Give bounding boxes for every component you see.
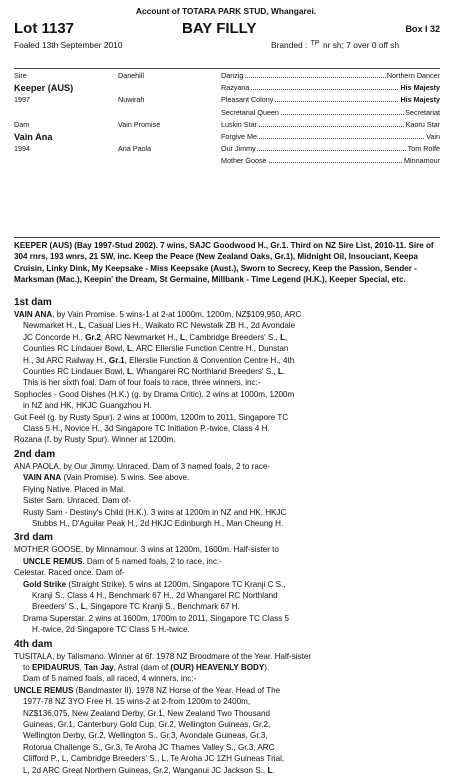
family-line: ANA PAOLA, by Our Jimmy. Unraced. Dam of 3 named foals, 2 to race- — [14, 461, 271, 471]
dam1-heading: 1st dam — [14, 297, 52, 308]
pedigree-col2: Nuwirah — [118, 95, 145, 105]
foaled-date: Foaled 13th September 2010 — [14, 40, 123, 50]
family-line: Counties RC Lindauer Bowl, L, ARC Ellerslie Function Centre H., Dunstan — [23, 344, 289, 354]
family-line: Drama Superstar. 2 wins at 1600m, 1700m to 2011, Singapore TC Class 5 — [23, 613, 290, 623]
family-line: Clifford P., L, Cambridge Breeders' S., L, Te Aroha JC 1ZH Guineas Trial, — [23, 754, 285, 764]
pedigree-ancestor-sire: His Majesty — [399, 94, 440, 106]
dam1-block — [14, 296, 442, 446]
pedigree-col3 — [221, 155, 440, 167]
pedigree-ancestor-sire: Vain — [425, 131, 440, 143]
family-line: Guineas, Gr.1, Canterbury Gold Cup, Gr.2, Wellington Guineas, Gr.2, — [23, 720, 271, 729]
pedigree-top-rule — [14, 68, 440, 69]
family-line: MOTHER GOOSE, by Minnamour. 3 wins at 1200m, 1600m. Half-sister to — [14, 545, 279, 555]
pedigree-row — [14, 155, 442, 167]
family-line: VAIN ANA (Vain Promise). 5 wins. See above. — [23, 473, 190, 483]
branded-line — [271, 40, 399, 50]
pedigree-col1: Dam — [14, 119, 30, 129]
pedigree-ancestor: Forgive Me — [221, 131, 257, 141]
dam2-block — [14, 448, 442, 529]
family-line: in NZ and HK, HKJC Guangzhou H. — [23, 401, 152, 411]
pedigree-col1: 1994 — [14, 144, 30, 154]
family-line: Breeders' S., L, Singapore TC Kranji S., Benchmark 67 H. — [32, 602, 240, 612]
dam2-heading: 2nd dam — [14, 448, 56, 460]
box-number: Box I 32 — [405, 24, 440, 34]
family-line: VAIN ANA, by Vain Promise. 5 wins-1 at 2-at 1000m, 1200m, NZ$109,950, ARC — [14, 310, 302, 319]
family-line: H.-twice, 2d Singapore TC Class 5 H.-twice. — [32, 625, 190, 635]
pedigree-row — [14, 119, 442, 131]
pedigree-row — [14, 94, 442, 106]
pedigree-table — [14, 70, 442, 168]
branded-suffix: nr sh; 7 over 0 off sh — [322, 40, 400, 50]
pedigree-row — [14, 143, 442, 155]
family-line: Celestar. Raced once. Dam of- — [14, 568, 125, 578]
family-line: This is her sixth foal. Dam of four foals to race, three winners, inc:- — [23, 378, 261, 388]
family-line: H., 3d ARC Railway H., Gr.1, Ellerslie Function & Convention Centre H., 4th — [23, 355, 295, 365]
pedigree-ancestor: Our Jimmy — [221, 144, 256, 154]
pedigree-col1: Keeper (AUS) — [14, 83, 74, 94]
account-line: Account of TOTARA PARK STUD, Whangarei. — [135, 6, 317, 16]
family-line: Rozana (f. by Rusty Spur). Winner at 1200m. — [14, 435, 176, 445]
lot-number: Lot 1137 — [14, 20, 75, 37]
pedigree-ancestor: Mother Goose — [221, 156, 267, 166]
pedigree-ancestor: Pleasant Colony — [221, 95, 274, 105]
family-line: L, 2d ARC Great Northern Guineas, Gr.2, Wanganui JC Jackson S., L. — [23, 765, 275, 775]
pedigree-ancestor-sire: His Majesty — [399, 82, 440, 94]
family-line: Newmarket H., L, Casual Lies H., Waikato RC Newstalk ZB H., 2d Avondale — [23, 321, 296, 331]
pedigree-ancestor: Razyana — [221, 83, 250, 93]
sire-summary: KEEPER (AUS) (Bay 1997-Stud 2002). 7 wins, SAJC Goodwood H., Gr.1. Third on NZ Sire List, 2010-11. Sire of 304 rnrs, 193 wnrs, 21 SW, inc. Keep the Peace (New Zealand Oaks, Gr.1), Midnight Oil, Insouciant, Keepa Cruisin, Linky Dink, My Keepsake - Miss Keepsake (Aust.), Sworn to Secrecy, Keep the Passion, Sender - Marksman (Mac.), Keepin' the Dream, St Germaine, Millbank - Time Legend (H.K.), Keeper Special, etc. — [14, 241, 434, 285]
pedigree-col3 — [221, 143, 440, 155]
family-line: TUSITALA, by Talismano. Winner at 6f. 1978 NZ Broodmare of the Year. Half-sister — [14, 651, 312, 661]
family-line: UNCLE REMUS (Bandmaster II). 1978 NZ Horse of the Year. Head of The — [14, 685, 281, 695]
family-line: 1977-78 NZ 3YO Free H. 15 wins-2 at 2-from 1200m to 2400m, — [23, 697, 251, 707]
family-line: Flying Native. Placed in Mal. — [23, 484, 126, 494]
branded-prefix: Branded : — [271, 40, 308, 50]
pedigree-col3 — [221, 107, 440, 119]
family-line: Stubbs H., D'Aguilar Peak H., 2d HKJC Edinburgh H., Man Cheung H. — [32, 518, 284, 528]
pedigree-col1: 1997 — [14, 95, 30, 105]
family-line: Sophocles - Good Dishes (H.K.) (g. by Drama Critic). 2 wins at 1000m, 1200m — [14, 389, 295, 399]
pedigree-col3 — [221, 131, 440, 143]
family-line: Gold Strike (Straight Strike). 5 wins at 1200m, Singapore TC Kranji C S., — [23, 579, 286, 589]
pedigree-row — [14, 107, 442, 119]
family-line: Dam of 5 named foals, all raced, 4 winners, inc:- — [23, 674, 197, 684]
pedigree-row — [14, 82, 442, 94]
pedigree-ancestor-sire: Secretariat — [404, 107, 440, 119]
family-line: NZ$136,075, New Zealand Derby, Gr.1, New Zealand Two Thousand — [23, 708, 270, 718]
family-line: to EPIDAURUS, Tan Jay, Astral (dam of (OUR) HEAVENLY BODY). — [23, 662, 270, 672]
dam4-block — [14, 638, 442, 776]
pedigree-bottom-rule — [14, 237, 440, 238]
pedigree-ancestor: Luskin Star — [221, 119, 257, 129]
family-line: Sister Sam. Unraced. Dam of- — [23, 496, 131, 506]
pedigree-row — [14, 70, 442, 82]
family-line: Wellington Derby, Gr.2, Wellington S., Gr.3, Avondale Guineas, Gr.3, — [23, 731, 268, 741]
lot-title: BAY FILLY — [182, 20, 257, 37]
pedigree-col3 — [221, 82, 440, 94]
pedigree-col3 — [221, 94, 440, 106]
pedigree-col2: Danehill — [118, 71, 144, 80]
family-line: Rusty Sam - Destiny's Child (H.K.). 3 wins at 1200m in NZ and HK, HKJC — [23, 507, 287, 517]
family-line: Class 5 H., Novice H., 3d Singapore TC Initiation P.-twice, Class 4 H. — [23, 424, 270, 434]
pedigree-col3 — [221, 70, 440, 82]
pedigree-ancestor: Danzig — [221, 71, 244, 80]
pedigree-ancestor-sire: Minnamour — [403, 155, 440, 167]
family-line: Rotorua Challenge S., Gr.3, Te Aroha JC Thames Valley S., Gr.3, ARC — [23, 742, 275, 752]
dam3-block — [14, 531, 442, 635]
pedigree-ancestor: Secretarial Queen — [221, 107, 279, 117]
brand-mark: TP — [310, 40, 320, 47]
dam3-heading: 3rd dam — [14, 532, 53, 544]
pedigree-col1: Vain Ana — [14, 131, 53, 142]
family-line: Counties RC Lindauer Bowl, L, Whangarei RC Northland Breeders' S., L. — [23, 367, 286, 377]
pedigree-ancestor-sire: Northern Dancer — [386, 70, 440, 82]
pedigree-col2: Vain Promise — [118, 119, 161, 129]
pedigree-col2: Ana Paola — [118, 144, 152, 154]
family-line: JC Concorde H., Gr.2, ARC Newmarket H., L, Cambridge Breeders' S., L, — [23, 332, 288, 342]
pedigree-col3 — [221, 119, 440, 131]
pedigree-ancestor-sire: Tom Rolfe — [407, 143, 440, 155]
dam4-heading: 4th dam — [14, 638, 53, 650]
pedigree-col1: Sire — [14, 71, 27, 80]
family-line: Gut Feel (g. by Rusty Spur). 2 wins at 1000m, 1200m to 2011, Singapore TC — [14, 412, 289, 422]
family-line: Kranji S., Class 4 H., Benchmark 67 H., 2d Whangarei RC Northland — [32, 590, 278, 600]
pedigree-row — [14, 131, 442, 143]
family-line: UNCLE REMUS. Dam of 5 named foals, 2 to race, inc:- — [23, 556, 222, 566]
first-dam-section — [14, 296, 442, 776]
pedigree-ancestor-sire: Kaoru Star — [405, 119, 440, 131]
